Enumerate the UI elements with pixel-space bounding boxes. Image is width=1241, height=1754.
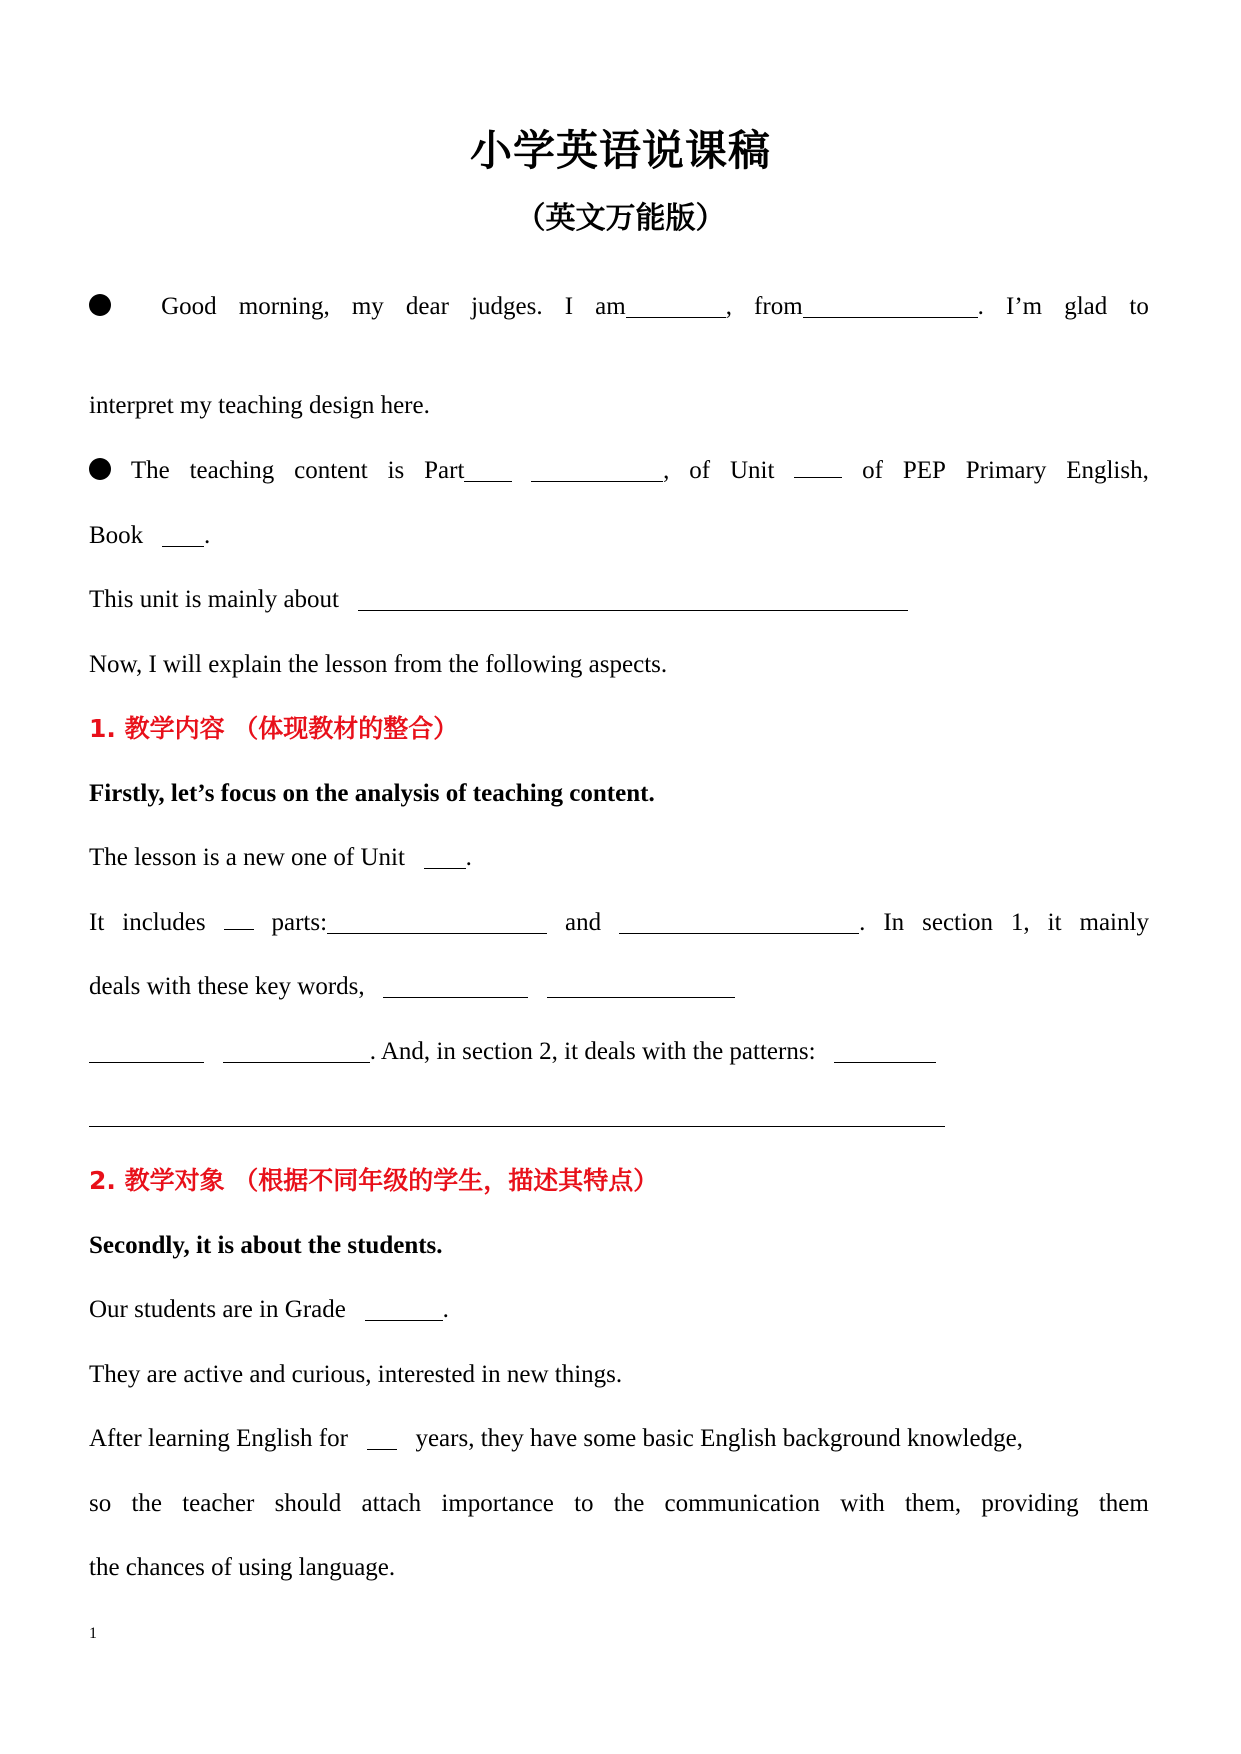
part-two-group [619,907,865,939]
page-title: 小学英语说课稿 [469,126,771,175]
word: English, [1066,457,1149,484]
section-1-lead: Firstly, let’s focus on the analysis of teaching content. [89,780,655,807]
word: Our students are in Grade [89,1296,346,1323]
word: dear [405,293,449,320]
years-blank [367,1427,397,1450]
word: attach [361,1490,422,1517]
word: glad [1064,293,1108,320]
word: The lesson is a new one of Unit [89,844,405,871]
word: I’m [1006,293,1043,320]
section-1-line-1 [89,842,1149,874]
word: so [89,1490,112,1517]
word: from [754,293,803,320]
word: After learning English for [89,1425,348,1452]
word: the [131,1490,162,1517]
page-subtitle: （英文万能版） [515,201,726,236]
grade-blank [365,1298,443,1321]
part-title-blank [531,459,663,482]
word: It [89,909,105,936]
section-2-line-1 [89,1294,1149,1326]
key-words-label: deals with these key words, [89,973,365,1000]
book-blank [162,524,204,547]
word: In [883,909,905,936]
pattern-blank [834,1040,936,1063]
word: PEP [902,457,946,484]
part-one-blank [327,911,547,934]
section-2-line-5: the chances of using language. [89,1554,396,1581]
intro-line-6: Now, I will explain the lesson from the following aspects. [89,651,668,678]
name-blank-group [595,291,732,323]
word: am [595,293,626,320]
word: my [351,293,384,320]
word: them [1098,1490,1149,1517]
word: to [1129,293,1149,320]
key-word-blank [547,975,735,998]
intro-line-2: interpret my teaching design here. [89,392,430,419]
word: them, [904,1490,962,1517]
word: mainly [1079,909,1149,936]
word: section [922,909,993,936]
unit-number-blank [424,846,466,869]
word: is [387,457,405,484]
key-word-blank [383,975,528,998]
word: teaching [189,457,275,484]
pattern-blank-full [89,1104,945,1127]
word: I [564,293,574,320]
word: communication [664,1490,821,1517]
word: Part [424,457,465,484]
word: years, they have some basic English background knowledge, [415,1425,1023,1452]
word: , [725,293,732,320]
word: should [274,1490,342,1517]
word: it [1047,909,1062,936]
word: the [613,1490,645,1517]
section-2-line-4 [89,1488,1149,1520]
word: . [465,844,472,871]
word: . [859,909,866,936]
word: includes [122,909,206,936]
word: . [442,1296,449,1323]
word: 1, [1010,909,1030,936]
word: to [574,1490,594,1517]
part-blank [464,459,512,482]
key-word-blank [89,1040,204,1063]
parts-blank-group [272,907,548,939]
word: teacher [182,1490,255,1517]
page-number: 1 [89,1625,97,1642]
unit-topic-label: This unit is mainly about [89,586,339,613]
section-1-line-4 [89,1036,1149,1068]
key-word-blank [223,1040,370,1063]
bullet-icon [89,291,139,323]
word: Unit [729,457,775,484]
word: . [203,522,211,549]
section-2-lead: Secondly, it is about the students. [89,1232,443,1259]
word: Good [161,293,217,320]
parts-count-blank [224,907,254,930]
word: content [294,457,368,484]
word: with [840,1490,885,1517]
word: Primary [965,457,1047,484]
intro-line-4 [89,520,1149,552]
word: morning, [238,293,330,320]
word: importance [441,1490,554,1517]
word: of [689,457,711,484]
word: of [862,457,883,484]
section-1-heading: 1. 教学内容 （体现教材的整合） [89,714,459,743]
section-1-line-5 [89,1100,1149,1132]
word: judges. [471,293,543,320]
school-blank [803,295,978,318]
word: parts: [271,909,328,936]
intro-line-1 [89,291,1149,323]
intro-line-5 [89,584,1149,616]
intro-line-3 [89,455,1149,487]
section-2-heading: 2. 教学对象 （根据不同年级的学生，描述其特点） [89,1166,659,1195]
part-blank-group [424,455,669,487]
word: and [565,909,602,936]
section-1-line-3 [89,971,1149,1003]
unit-topic-blank [358,588,908,611]
word: The [130,457,170,484]
word: . [977,293,984,320]
word: providing [981,1490,1079,1517]
part-two-blank [619,911,859,934]
bullet-icon [89,455,111,487]
school-blank-group [754,291,984,323]
unit-blank [794,455,842,478]
section-2-line-2: They are active and curious, interested in new things. [89,1361,623,1388]
name-blank [626,295,726,318]
section-1-line-2 [89,907,1149,939]
word: , [663,457,670,484]
patterns-label: . And, in section 2, it deals with the patterns: [369,1038,816,1065]
section-2-line-3 [89,1423,1149,1455]
word: Book [89,522,144,549]
